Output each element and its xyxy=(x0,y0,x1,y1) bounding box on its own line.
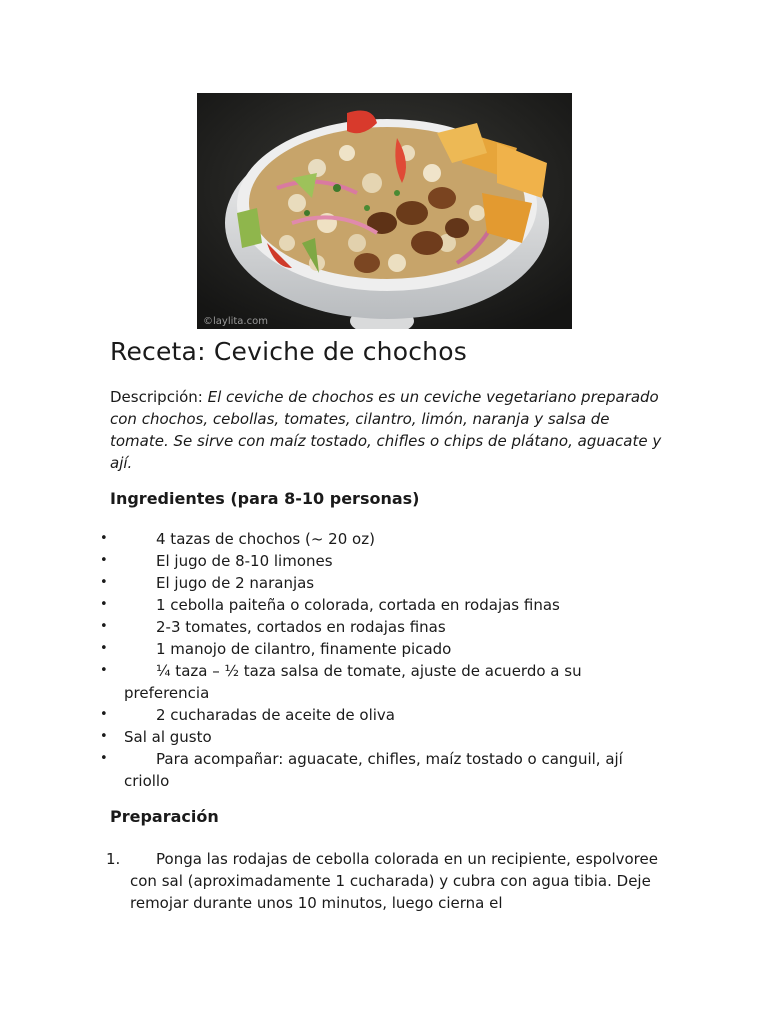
description-label: Descripción xyxy=(110,388,198,406)
recipe-title: Receta: Ceviche de chochos xyxy=(110,337,467,366)
ingredient-item: • El jugo de 8-10 limones xyxy=(100,552,333,570)
preparation-list xyxy=(106,848,666,914)
description-separator: : xyxy=(197,388,208,406)
bullet-icon: • xyxy=(100,641,108,656)
ceviche-photo xyxy=(197,93,572,329)
bullet-icon: • xyxy=(100,531,108,546)
ceviche-bowl-image xyxy=(197,93,572,329)
description-text: El ceviche de chochos es un ceviche vegetariano preparado con chochos, cebollas, tomates, cilantro, limón, naranja y salsa de tomate. Se sirve con maíz tostado, chifles o chips de plátano, aguacate y ají. xyxy=(110,388,662,472)
ingredient-item: • ¼ taza – ½ taza salsa de tomate, ajuste de acuerdo a su preferencia xyxy=(100,662,582,702)
ingredient-item: • 1 cebolla paiteña o colorada, cortada en rodajas finas xyxy=(100,596,560,614)
bullet-icon: • xyxy=(100,729,108,744)
ingredient-item: • 1 manojo de cilantro, finamente picado xyxy=(100,640,452,658)
preparation-step xyxy=(106,848,666,914)
ingredient-item: • Para acompañar: aguacate, chifles, maíz tostado o canguil, ají criollo xyxy=(100,750,623,790)
bullet-icon: • xyxy=(100,619,108,634)
ingredients-list xyxy=(100,528,660,792)
recipe-description xyxy=(110,386,670,474)
bullet-icon: • xyxy=(100,663,108,678)
preparation-heading: Preparación xyxy=(110,807,219,826)
ingredient-item: • 2-3 tomates, cortados en rodajas finas xyxy=(100,618,446,636)
bullet-icon: • xyxy=(100,597,108,612)
ingredient-item: • 2 cucharadas de aceite de oliva xyxy=(100,706,395,724)
ingredient-item: • 4 tazas de chochos (~ 20 oz) xyxy=(100,530,375,548)
photo-watermark: ©laylita.com xyxy=(203,316,268,327)
bullet-icon: • xyxy=(100,575,108,590)
ingredients-heading: Ingredientes (para 8-10 personas) xyxy=(110,489,420,508)
ingredient-item: • Sal al gusto xyxy=(100,728,212,746)
step-text: Ponga las rodajas de cebolla colorada en un recipiente, espolvoree con sal (aproximadamente 1 cucharada) y cubra con agua tibia. Deje remojar durante unos 10 minutos, luego cierna el xyxy=(130,850,658,912)
ingredient-item: • El jugo de 2 naranjas xyxy=(100,574,315,592)
bullet-icon: • xyxy=(100,707,108,722)
step-number: 1. xyxy=(106,850,121,868)
bullet-icon: • xyxy=(100,751,108,766)
bullet-icon: • xyxy=(100,553,108,568)
